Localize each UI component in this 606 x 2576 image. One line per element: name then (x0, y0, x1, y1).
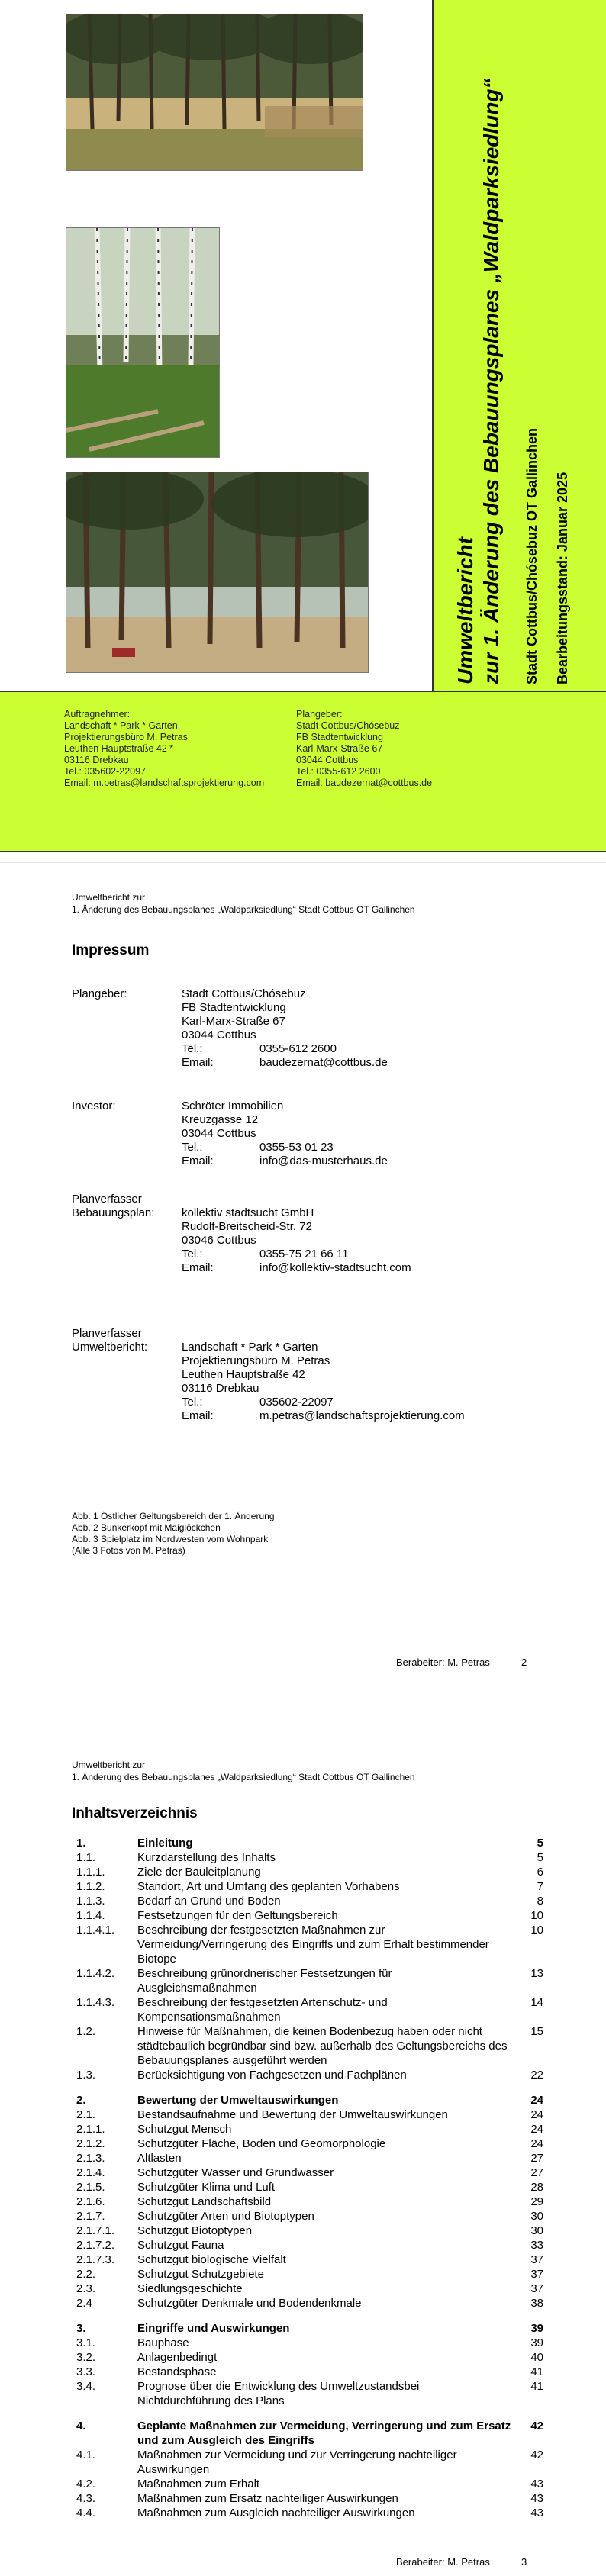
toc-entry-title: Bauphase (137, 2336, 189, 2349)
toc-entry-title: Standort, Art und Umfang des geplanten Vorhabens (137, 1880, 400, 1893)
toc-entry-title: Einleitung (137, 1837, 193, 1850)
toc-entry[interactable] (76, 1836, 543, 1850)
toc-entry-page: 5 (537, 1851, 543, 1864)
toc-entry-title: Schutzgüter Denkmale und Bodendenkmale (137, 2297, 362, 2310)
toc-entry-number: 3.1. (76, 2336, 96, 2349)
toc-entry-title: Schutzgüter Klima und Luft (137, 2181, 276, 2194)
toc-entry-page: 22 (530, 2069, 543, 2082)
cover-photo-bunker (66, 227, 220, 458)
toc-entry[interactable] (76, 2122, 543, 2136)
toc-entry-number: 4.4. (76, 2507, 96, 2520)
email-link[interactable]: baudezernat@cottbus.de (259, 1056, 388, 1069)
toc-entry-number: 2.1. (76, 2108, 96, 2121)
toc-entry-number: 3.4. (76, 2380, 96, 2393)
toc-entry[interactable] (76, 2281, 543, 2296)
toc-entry-page: 6 (537, 1866, 543, 1879)
email-link[interactable]: m.petras@landschaftsprojektierung.com (259, 1409, 465, 1422)
toc-entry-number: 1.1.4.3. (76, 1996, 115, 2009)
toc-entry-title: Schutzgut Mensch (137, 2123, 232, 2136)
address-line: Rudolf-Breitscheid-Str. 72 (182, 1220, 312, 1233)
toc-entry[interactable] (76, 2296, 543, 2310)
toc-entry-page: 15 (530, 2025, 543, 2038)
toc-entry[interactable] (76, 2267, 543, 2281)
toc-entry-number: 1.1. (76, 1851, 96, 1864)
toc-entry-title: Schutzgut Fauna (137, 2239, 224, 2252)
email-label: Email: (182, 1056, 214, 1069)
address-line: kollektiv stadtsucht GmbH (182, 1206, 314, 1219)
toc-entry-page: 38 (530, 2297, 543, 2310)
toc-entry-page: 13 (530, 1967, 543, 1980)
toc-entry[interactable] (76, 2419, 543, 2448)
toc-entry-number: 1.1.2. (76, 1880, 105, 1893)
phone-row (182, 1248, 411, 1261)
toc-entry-page: 29 (530, 2195, 543, 2208)
toc-entry-number: 2.1.3. (76, 2152, 105, 2165)
toc-entry-page: 28 (530, 2181, 543, 2194)
page3-footer-page: 3 (521, 2556, 527, 2568)
toc-entry-page: 24 (530, 2137, 543, 2150)
photo-captions (72, 1511, 275, 1557)
toc-entry[interactable] (76, 2477, 543, 2491)
page3-footer-author: Berabeiter: M. Petras (396, 2556, 490, 2568)
contractor-line: Projektierungsbüro M. Petras (64, 732, 188, 742)
toc-entry[interactable] (76, 1894, 543, 1908)
page3-header-line1: Umweltbericht zur (72, 1760, 146, 1770)
toc-entry[interactable] (76, 2491, 543, 2506)
toc-entry[interactable] (76, 2365, 543, 2379)
forest-photo-1 (66, 14, 363, 170)
toc-entry-number: 2.1.6. (76, 2195, 105, 2208)
forest-photo-2 (66, 228, 219, 457)
address-line: Schröter Immobilien (182, 1100, 284, 1113)
toc-entry-number: 1.1.4. (76, 1909, 105, 1922)
toc-entry-title: Bestandsphase (137, 2365, 217, 2378)
toc-entry-page: 24 (530, 2108, 543, 2121)
toc-entry-number: 3.3. (76, 2365, 96, 2378)
toc-entry[interactable] (76, 1850, 543, 1865)
toc-entry[interactable] (76, 2336, 543, 2350)
toc-entry-page: 10 (530, 1909, 543, 1922)
toc-entry-title: Beschreibung der festgesetzten Artenschutz- und Kompensationsmaßnahmen (137, 1996, 388, 2024)
toc-entry-number: 2.1.7.2. (76, 2239, 115, 2252)
toc-entry-number: 2. (76, 2094, 86, 2107)
toc-entry[interactable] (76, 2379, 543, 2408)
phone-row (182, 1396, 465, 1409)
toc-entry-page: 14 (530, 1996, 543, 2009)
toc-entry-title: Bedarf an Grund und Boden (137, 1895, 281, 1908)
toc-heading: Inhaltsverzeichnis (72, 1805, 198, 1821)
toc-entry-page: 24 (530, 2094, 543, 2107)
cover-photo-playground (66, 472, 369, 673)
caption-line: (Alle 3 Fotos von M. Petras) (72, 1545, 185, 1556)
toc-entry-number: 2.2. (76, 2268, 96, 2281)
toc-entry-title: Geplante Maßnahmen zur Vermeidung, Verringerung und zum Ersatz und zum Ausgleich des Eingriffs (137, 2420, 511, 2447)
toc-entry[interactable] (76, 1865, 543, 1879)
planner-line: Stadt Cottbus/Chósebuz (296, 720, 400, 731)
toc-entry-title: Siedlungsgeschichte (137, 2282, 243, 2295)
toc-entry-number: 3.2. (76, 2351, 96, 2364)
toc-entry[interactable] (76, 2350, 543, 2365)
page2-header-line2: 1. Änderung des Bebauungsplanes „Waldparksiedlung“ Stadt Cottbus OT Gallinchen (72, 904, 415, 915)
cover-contact-band (0, 691, 606, 852)
address-line: Projektierungsbüro M. Petras (182, 1354, 330, 1367)
email-link[interactable]: info@kollektiv-stadtsucht.com (259, 1261, 411, 1274)
phone-value: 035602-22097 (259, 1396, 334, 1409)
toc-entry-page: 5 (537, 1837, 543, 1850)
toc-entry-title: Altlasten (137, 2152, 182, 2165)
email-label: Email: (182, 1409, 214, 1422)
caption-line: Abb. 1 Östlicher Geltungsbereich der 1. Änderung (72, 1511, 275, 1521)
page2-header (72, 891, 415, 916)
toc-entry[interactable] (76, 1923, 543, 1966)
cover-page (0, 0, 606, 852)
toc-entry-title: Bewertung der Umweltauswirkungen (137, 2094, 339, 2107)
toc-entry[interactable] (76, 2136, 543, 2151)
address-line: 03044 Cottbus (182, 1029, 256, 1042)
toc-entry[interactable] (76, 2151, 543, 2165)
page-separator (0, 862, 606, 863)
toc-entry-number: 1.1.4.1. (76, 1924, 115, 1937)
toc-entry[interactable] (76, 2321, 543, 2336)
contractor-line: Tel.: 035602-22097 (64, 766, 147, 777)
page3-header (72, 1759, 415, 1783)
toc-entry-title: Beschreibung grünordnerischer Festsetzungen für Ausgleichsmaßnahmen (137, 1967, 392, 1995)
toc-entry[interactable] (76, 2093, 543, 2107)
cover-title-line1: Umweltbericht (453, 537, 477, 684)
toc-entry-title: Anlagenbedingt (137, 2351, 218, 2364)
toc-entry[interactable] (76, 2107, 543, 2122)
caption-line: Abb. 3 Spielplatz im Nordwesten vom Wohnpark (72, 1534, 269, 1544)
toc-entry[interactable] (76, 2024, 543, 2068)
toc-entry-number: 4.2. (76, 2478, 96, 2491)
contractor-block (64, 709, 264, 789)
planverfasser-ub-block (182, 1341, 465, 1423)
toc-entry-title: Berücksichtigung von Fachgesetzen und Fachplänen (137, 2069, 407, 2082)
email-label: Email: (182, 1261, 214, 1274)
toc-entry-title: Schutzgut Landschaftsbild (137, 2195, 272, 2208)
toc-entry-page: 41 (530, 2380, 543, 2393)
toc-entry-page: 41 (530, 2365, 543, 2378)
toc-entry-number: 2.1.4. (76, 2166, 105, 2179)
contractor-line: Auftragnehmer: (64, 709, 131, 720)
toc-entry-page: 27 (530, 2152, 543, 2165)
toc-entry-title: Kurzdarstellung des Inhalts (137, 1851, 276, 1864)
toc-entry[interactable] (76, 2194, 543, 2209)
forest-photo-3 (66, 472, 368, 672)
email-link[interactable]: info@das-musterhaus.de (259, 1154, 388, 1167)
cover-subtitle: Stadt Cottbus/Chósebuz OT Gallinchen (524, 427, 540, 684)
phone-label: Tel.: (182, 1396, 203, 1409)
toc-entry-page: 42 (530, 2420, 543, 2433)
toc-entry[interactable] (76, 1879, 543, 1894)
toc-entry-title: Beschreibung der festgesetzten Maßnahmen zur Vermeidung/Verringerung des Eingriffs und zum Erhalt bestimmender Biotope (137, 1924, 489, 1966)
contractor-line: Leuthen Hauptstraße 42 * (64, 743, 174, 754)
toc-entry-page: 8 (537, 1895, 543, 1908)
page2-footer-author: Berabeiter: M. Petras (396, 1657, 490, 1668)
address-line: Landschaft * Park * Garten (182, 1341, 318, 1354)
toc-entry-title: Hinweise für Maßnahmen, die keinen Bodenbezug haben oder nicht städtebaulich begründbar sind bzw. außerhalb des Geltungsbereichs des Bebauungsplanes ausgeführt werden (137, 2025, 508, 2067)
contractor-line: 03116 Drebkau (64, 755, 129, 765)
phone-label: Tel.: (182, 1248, 203, 1261)
toc-entry[interactable] (76, 2252, 543, 2267)
email-row (182, 1154, 388, 1168)
cover-status: Bearbeitungsstand: Januar 2025 (555, 472, 570, 684)
toc-entry-number: 2.1.1. (76, 2123, 105, 2136)
toc-entry-page: 40 (530, 2351, 543, 2364)
toc-entry[interactable] (76, 1966, 543, 1995)
toc-entry[interactable] (76, 2165, 543, 2180)
cover-photo-east-area (66, 14, 363, 171)
phone-value: 0355-53 01 23 (259, 1141, 334, 1154)
toc-entry-title: Ziele der Bauleitplanung (137, 1866, 261, 1879)
toc-entry-number: 2.1.2. (76, 2137, 105, 2150)
planner-line: Tel.: 0355-612 2600 (296, 766, 381, 777)
toc-entry-page: 42 (530, 2449, 543, 2462)
toc-entry[interactable] (76, 2180, 543, 2194)
toc-entry-page: 37 (530, 2253, 543, 2266)
toc-entry-title: Schutzgüter Wasser und Grundwasser (137, 2166, 334, 2179)
toc-entry-number: 1.1.3. (76, 1895, 105, 1908)
toc-entry-number: 2.1.7. (76, 2210, 105, 2223)
page3-header-line2: 1. Änderung des Bebauungsplanes „Waldparksiedlung“ Stadt Cottbus OT Gallinchen (72, 1772, 415, 1782)
toc-entry-page: 7 (537, 1880, 543, 1893)
toc-entry[interactable] (76, 2068, 543, 2082)
planverfasser-bp-label: Planverfasser Bebauungsplan: (72, 1193, 155, 1219)
toc-entry-page: 39 (530, 2336, 543, 2349)
toc-entry-number: 3. (76, 2322, 86, 2335)
address-line: 03046 Cottbus (182, 1234, 256, 1247)
toc-entry-number: 2.4 (76, 2297, 92, 2310)
planner-line: FB Stadtentwicklung (296, 732, 383, 742)
toc-entry-title: Schutzgüter Fläche, Boden und Geomorphologie (137, 2137, 386, 2150)
toc-entry-number: 1.2. (76, 2025, 96, 2038)
toc-entry-title: Schutzgüter Arten und Biotoptypen (137, 2210, 314, 2223)
plangeber-block (182, 987, 388, 1070)
toc-entry-title: Schutzgut biologische Vielfalt (137, 2253, 286, 2266)
planner-line: Plangeber: (296, 709, 343, 720)
toc-entry-title: Schutzgut Schutzgebiete (137, 2268, 264, 2281)
toc-entry-number: 1.3. (76, 2069, 96, 2082)
vertical-title-area (434, 0, 606, 691)
contractor-email[interactable]: Email: m.petras@landschaftsprojektierung.com (64, 778, 265, 788)
address-line: Karl-Marx-Straße 67 (182, 1015, 285, 1028)
toc-entry-number: 4. (76, 2420, 86, 2433)
phone-row (182, 1042, 388, 1056)
toc-entry[interactable] (76, 2223, 543, 2238)
email-row (182, 1261, 411, 1275)
toc-entry-page: 43 (530, 2478, 543, 2491)
address-line: Kreuzgasse 12 (182, 1113, 259, 1126)
email-row (182, 1056, 388, 1070)
planverfasser-ub-label: Planverfasser Umweltbericht: (72, 1327, 148, 1354)
toc-entry-number: 1.1.4.2. (76, 1967, 115, 1980)
phone-row (182, 1141, 388, 1154)
toc-entry-number: 2.1.7.3. (76, 2253, 115, 2266)
planner-line: 03044 Cottbus (296, 755, 359, 765)
toc-entry-number: 2.3. (76, 2282, 96, 2295)
toc-entry-title: Maßnahmen zum Ersatz nachteiliger Auswirkungen (137, 2492, 398, 2505)
toc-entry-page: 43 (530, 2492, 543, 2505)
cover-title-sidebar (432, 0, 606, 691)
toc-entry-title: Bestandsaufnahme und Bewertung der Umweltauswirkungen (137, 2108, 448, 2121)
toc-entry-page: 43 (530, 2507, 543, 2520)
toc-entry[interactable] (76, 1908, 543, 1923)
address-line: Leuthen Hauptstraße 42 (182, 1368, 305, 1381)
toc-entry-page: 27 (530, 2166, 543, 2179)
toc-entry[interactable] (76, 2448, 543, 2477)
phone-value: 0355-612 2600 (259, 1042, 337, 1055)
toc-entry-page: 24 (530, 2123, 543, 2136)
toc-entry-number: 1. (76, 1837, 86, 1850)
investor-label: Investor: (72, 1100, 116, 1113)
impressum-heading: Impressum (72, 942, 150, 958)
page2-footer-page: 2 (521, 1657, 527, 1668)
address-line: 03044 Cottbus (182, 1127, 256, 1140)
toc-entry-page: 10 (530, 1924, 543, 1937)
address-line: 03116 Drebkau (182, 1382, 259, 1395)
planverfasser-bp-block (182, 1206, 411, 1275)
toc-entry-page: 37 (530, 2268, 543, 2281)
toc-entry-title: Eingriffe und Auswirkungen (137, 2322, 290, 2335)
toc-entry-number: 4.1. (76, 2449, 96, 2462)
caption-line: Abb. 2 Bunkerkopf mit Maiglöckchen (72, 1522, 221, 1533)
toc-entry[interactable] (76, 2506, 543, 2520)
phone-label: Tel.: (182, 1141, 203, 1154)
phone-value: 0355-75 21 66 11 (259, 1248, 349, 1261)
toc-entry-title: Maßnahmen zum Ausgleich nachteiliger Auswirkungen (137, 2507, 415, 2520)
toc-entry-title: Festsetzungen für den Geltungsbereich (137, 1909, 338, 1922)
toc-entry-title: Maßnahmen zur Vermeidung und zur Verringerung nachteiliger Auswirkungen (137, 2449, 457, 2476)
cover-title-line2: zur 1. Änderung des Bebauungsplanes „Waldparksiedlung“ (479, 78, 503, 684)
toc-entry-number: 2.1.5. (76, 2181, 105, 2194)
plangeber-label: Plangeber: (72, 987, 127, 1000)
toc-entry-title: Maßnahmen zum Erhalt (137, 2478, 260, 2491)
address-line: Stadt Cottbus/Chósebuz (182, 987, 306, 1000)
toc-entry-page: 30 (530, 2224, 543, 2237)
toc-entry-number: 4.3. (76, 2492, 96, 2505)
toc-entry-page: 39 (530, 2322, 543, 2335)
toc-entry[interactable] (76, 2209, 543, 2223)
email-label: Email: (182, 1154, 214, 1167)
toc-entry-page: 30 (530, 2210, 543, 2223)
planner-email[interactable]: Email: baudezernat@cottbus.de (296, 778, 433, 788)
toc-entry-page: 37 (530, 2282, 543, 2295)
address-line: FB Stadtentwicklung (182, 1001, 286, 1014)
page2-header-line1: Umweltbericht zur (72, 892, 146, 903)
email-row (182, 1409, 465, 1423)
table-of-contents (76, 1836, 543, 2520)
toc-entry[interactable] (76, 2238, 543, 2252)
toc-entry[interactable] (76, 1995, 543, 2024)
planner-block (296, 709, 432, 789)
contractor-line: Landschaft * Park * Garten (64, 720, 178, 731)
investor-block (182, 1100, 388, 1168)
phone-label: Tel.: (182, 1042, 203, 1055)
toc-entry-number: 2.1.7.1. (76, 2224, 115, 2237)
toc-entry-page: 33 (530, 2239, 543, 2252)
toc-entry-title: Prognose über die Entwicklung des Umweltzustandsbei Nichtdurchführung des Plans (137, 2380, 420, 2407)
toc-entry-title: Schutzgut Biotoptypen (137, 2224, 253, 2237)
toc-entry-number: 1.1.1. (76, 1866, 105, 1879)
planner-line: Karl-Marx-Straße 67 (296, 743, 383, 754)
